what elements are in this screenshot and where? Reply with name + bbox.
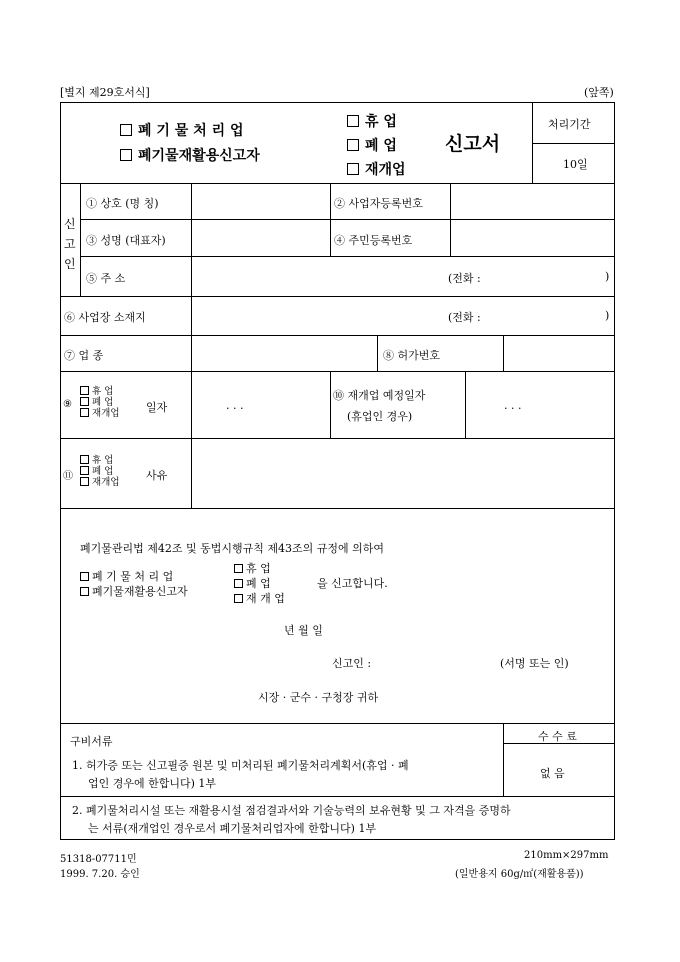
- decl-option-disposal[interactable]: 폐 기 물 처 리 업: [80, 568, 173, 584]
- divider: [532, 143, 615, 144]
- divider: [330, 371, 331, 438]
- field-label-resident-reg-no: ④ 주민등록번호: [334, 234, 413, 247]
- applicant-side-label: 신고인: [64, 217, 76, 271]
- decl-option-reopen[interactable]: 재 개 업: [234, 590, 285, 606]
- divider: [191, 335, 192, 371]
- date-type-options: [80, 386, 120, 419]
- required-doc-1: 1. 허가증 또는 신고필증 원본 및 미처리된 폐기물처리계획서(휴업 · 폐: [72, 759, 409, 772]
- option-close[interactable]: 폐 업: [80, 397, 120, 408]
- field-label-address: ⑤ 주 소: [86, 272, 126, 285]
- required-doc-2-cont: 는 서류(재개업인 경우로서 폐기물처리업자에 한합니다) 1부: [88, 822, 377, 835]
- checkbox[interactable]: [80, 477, 89, 486]
- checkbox[interactable]: [80, 408, 89, 417]
- field-number-9: ⑨: [63, 399, 72, 410]
- divider: [191, 371, 192, 438]
- required-doc-2: 2. 폐기물처리시설 또는 재활용시설 점검결과서와 기술능력의 보유현황 및 그 자격을 증명하: [72, 804, 511, 817]
- checkbox[interactable]: [80, 386, 89, 395]
- checkbox[interactable]: [347, 115, 359, 127]
- checkbox[interactable]: [80, 455, 89, 464]
- divider: [60, 438, 615, 439]
- form-frame: [60, 102, 615, 840]
- decl-option-close[interactable]: 폐 업: [234, 575, 271, 591]
- field-label-permit-no: ⑧ 허가번호: [383, 349, 441, 362]
- divider: [60, 796, 615, 797]
- date-placeholder: . . .: [226, 399, 244, 412]
- date-placeholder: . . .: [504, 399, 522, 412]
- form-number: [별지 제29호서식]: [60, 86, 150, 99]
- option-suspend[interactable]: 휴 업: [80, 386, 120, 397]
- divider: [60, 508, 615, 509]
- option-close[interactable]: 폐 업: [80, 466, 120, 477]
- title-option-disposal[interactable]: 폐 기 물 처 리 업: [120, 120, 244, 140]
- paper-size: 210mm×297mm: [524, 850, 609, 861]
- divider: [60, 371, 615, 372]
- field-label-business-location: ⑥ 사업장 소재지: [64, 311, 146, 324]
- field-label-business-type: ⑦ 업 종: [64, 349, 104, 362]
- reason-suffix-label: 사유: [146, 469, 168, 482]
- form-code: 51318-07711민: [60, 854, 137, 865]
- divider: [503, 723, 504, 796]
- field-label-reopen-date: ⑩ 재개업 예정일자: [333, 389, 426, 402]
- decl-option-recycling[interactable]: 폐기물재활용신고자: [80, 583, 188, 599]
- signature-label: (서명 또는 인): [500, 657, 569, 670]
- processing-period-value: 10일: [563, 158, 588, 171]
- option-reopen[interactable]: 재개업: [80, 477, 120, 488]
- title-option-recycling[interactable]: 폐기물재활용신고자: [120, 145, 260, 165]
- option-reopen[interactable]: 재개업: [80, 408, 120, 419]
- page-title: 신고서: [445, 133, 501, 155]
- title-option-close[interactable]: 폐 업: [347, 135, 397, 155]
- divider: [60, 183, 615, 184]
- divider: [465, 371, 466, 438]
- field-label-business-reg-no: ② 사업자등록번호: [334, 197, 423, 210]
- page-side-label: (앞쪽): [584, 86, 614, 99]
- field-label-company-name: ① 상호 (명 칭): [86, 197, 159, 210]
- checkbox[interactable]: [120, 149, 132, 161]
- field-number-11: ⑪: [63, 471, 73, 482]
- title-option-reopen[interactable]: 재개업: [347, 159, 406, 179]
- checkbox[interactable]: [80, 466, 89, 475]
- fee-value: 없 음: [540, 767, 565, 780]
- option-suspend[interactable]: 휴 업: [80, 455, 120, 466]
- checkbox[interactable]: [347, 139, 359, 151]
- declaration-date: 년 월 일: [284, 624, 323, 637]
- divider: [377, 335, 378, 371]
- divider: [450, 183, 451, 256]
- phone-close: ): [605, 309, 610, 322]
- required-doc-1-cont: 업인 경우에 한합니다) 1부: [88, 777, 217, 790]
- divider: [191, 183, 192, 296]
- fee-label: 수 수 료: [538, 730, 577, 743]
- divider: [60, 296, 615, 297]
- divider: [191, 438, 192, 508]
- processing-period-label: 처리기간: [548, 118, 591, 131]
- checkbox[interactable]: [80, 572, 89, 581]
- checkbox[interactable]: [347, 163, 359, 175]
- checkbox[interactable]: [80, 397, 89, 406]
- checkbox[interactable]: [80, 587, 89, 596]
- phone-label: (전화 :: [448, 272, 481, 285]
- title-option-suspend[interactable]: 휴 업: [347, 111, 397, 131]
- addressee: 시장 · 군수 · 구청장 귀하: [258, 691, 379, 704]
- declaration-statement: 을 신고합니다.: [317, 577, 388, 590]
- approval-date: 1999. 7.20. 승인: [60, 869, 140, 880]
- divider: [80, 256, 615, 257]
- checkbox[interactable]: [234, 564, 243, 573]
- reason-type-options: [80, 455, 120, 488]
- field-label-representative: ③ 성명 (대표자): [86, 234, 166, 247]
- divider: [80, 219, 615, 220]
- reporter-label: 신고인 :: [332, 657, 372, 670]
- divider: [80, 183, 81, 296]
- checkbox[interactable]: [234, 579, 243, 588]
- decl-option-suspend[interactable]: 휴 업: [234, 560, 271, 576]
- divider: [60, 335, 615, 336]
- required-docs-label: 구비서류: [70, 735, 113, 748]
- legal-basis-text: 폐기물관리법 제42조 및 동법시행규칙 제43조의 규정에 의하여: [80, 542, 384, 555]
- phone-close: ): [605, 270, 610, 283]
- divider: [191, 296, 192, 335]
- field-label-reopen-date-note: (휴업인 경우): [347, 410, 413, 423]
- divider: [330, 183, 331, 256]
- checkbox[interactable]: [120, 124, 132, 136]
- divider: [60, 723, 615, 724]
- checkbox[interactable]: [234, 594, 243, 603]
- divider: [503, 335, 504, 371]
- date-suffix-label: 일자: [146, 401, 168, 414]
- paper-spec: (일반용지 60g/㎡(재활용품)): [455, 869, 584, 880]
- phone-label: (전화 :: [448, 311, 481, 324]
